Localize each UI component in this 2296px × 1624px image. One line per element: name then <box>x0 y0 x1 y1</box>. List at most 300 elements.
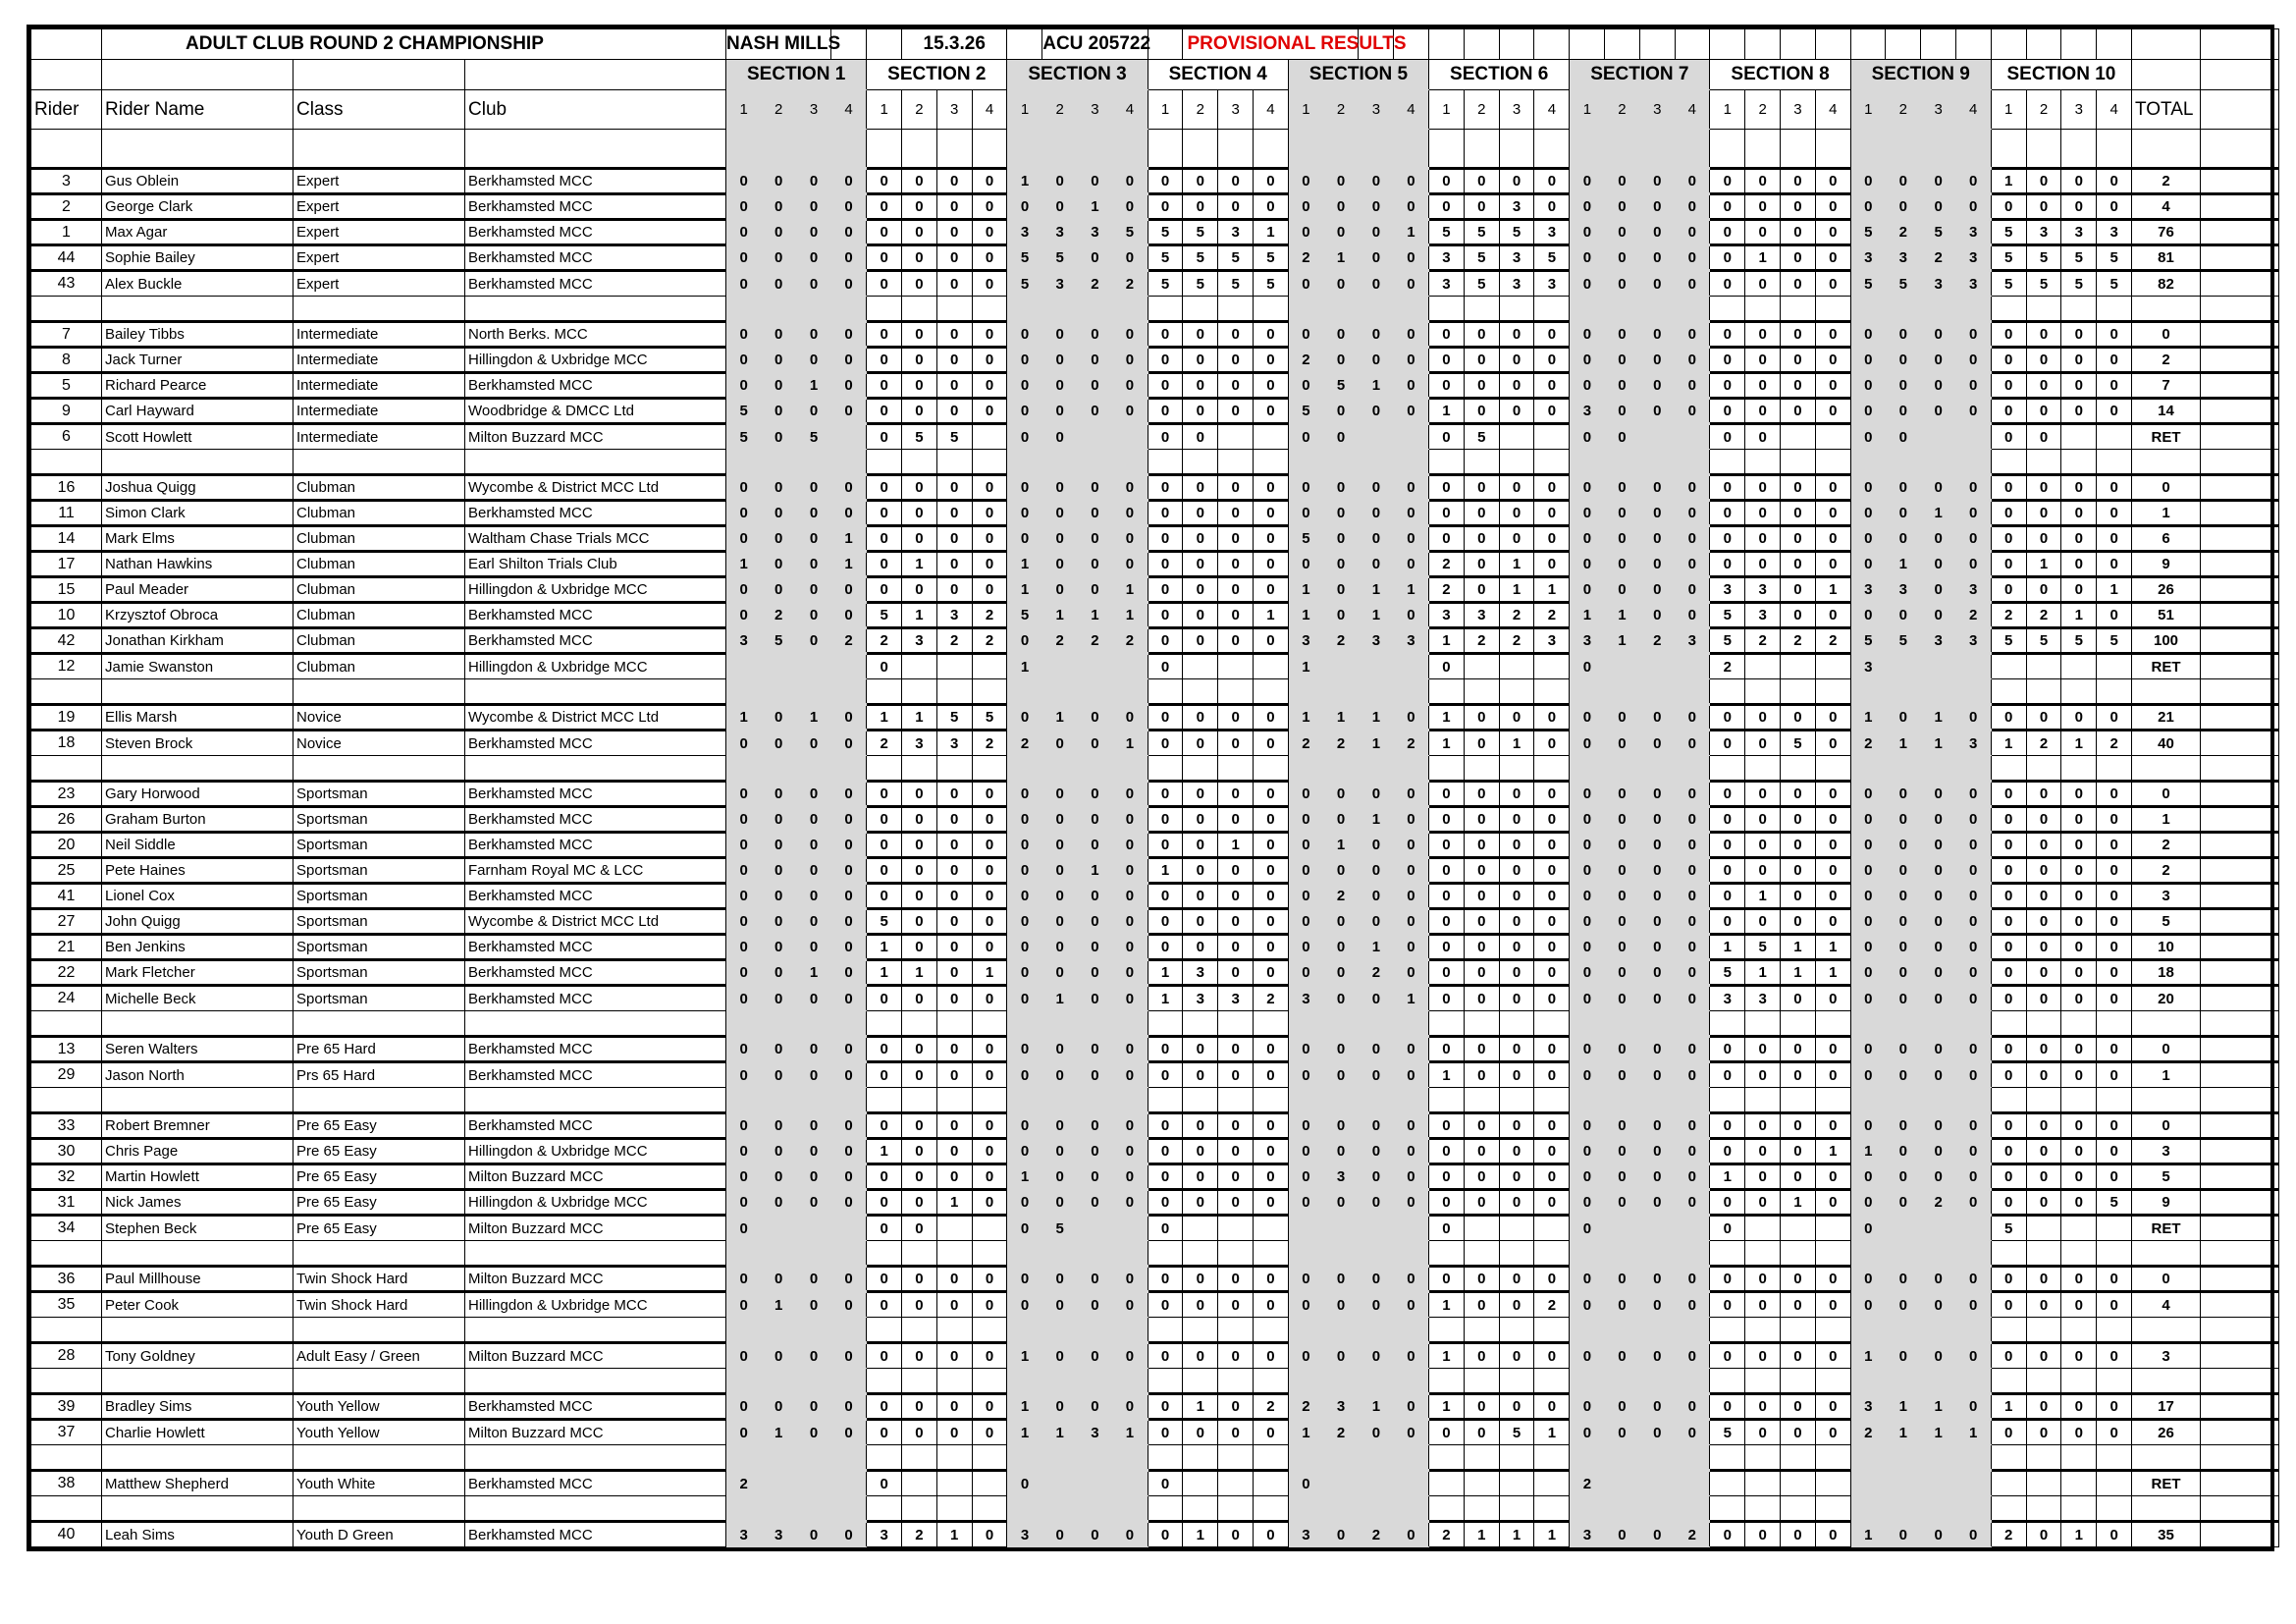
score-cell: 0 <box>1886 1522 1921 1547</box>
score-cell: 5 <box>936 424 972 450</box>
rider-number: 5 <box>31 373 102 399</box>
score-cell: 0 <box>1570 935 1605 960</box>
score-cell: 0 <box>1710 1190 1745 1216</box>
score-cell: 0 <box>1254 833 1289 858</box>
rider-number: 24 <box>31 986 102 1011</box>
score-cell: 0 <box>1148 169 1183 194</box>
score-cell: 3 <box>1042 220 1078 245</box>
score-cell: 0 <box>1148 705 1183 731</box>
empty-cell <box>1815 1318 1850 1343</box>
score-cell: 0 <box>1534 705 1570 731</box>
score-cell: 0 <box>936 782 972 807</box>
score-cell: 0 <box>761 526 796 552</box>
score-cell: 0 <box>761 1139 796 1164</box>
empty-cell <box>1323 1011 1359 1037</box>
score-cell: 0 <box>1745 322 1781 348</box>
empty-cell <box>2097 1088 2132 1113</box>
score-cell: 0 <box>1991 1113 2026 1139</box>
empty-cell <box>2201 756 2279 782</box>
score-cell: 0 <box>1921 348 1956 373</box>
score-cell: 0 <box>1078 1037 1113 1062</box>
score-cell: 0 <box>1745 1420 1781 1445</box>
score-cell: 5 <box>796 424 831 450</box>
empty-cell <box>1078 450 1113 475</box>
rider-club: Berkhamsted MCC <box>465 220 726 245</box>
score-cell: 1 <box>1850 705 1886 731</box>
empty-cell <box>294 297 465 322</box>
score-cell: 0 <box>1254 348 1289 373</box>
rider-name: Jack Turner <box>102 348 294 373</box>
empty-cell <box>1464 679 1499 705</box>
empty-cell <box>936 130 972 169</box>
score-cell: 0 <box>2061 807 2097 833</box>
score-cell: 0 <box>1359 1164 1394 1190</box>
score-cell: 0 <box>1850 1267 1886 1292</box>
score-cell: 3 <box>1956 245 1992 271</box>
rider-club: Berkhamsted MCC <box>465 501 726 526</box>
empty-cell <box>831 1496 867 1522</box>
empty-cell <box>831 1011 867 1037</box>
rider-name: Ellis Marsh <box>102 705 294 731</box>
rider-class: Sportsman <box>294 833 465 858</box>
rider-name: Paul Millhouse <box>102 1267 294 1292</box>
score-cell: 0 <box>1605 1164 1640 1190</box>
score-cell: 0 <box>1323 271 1359 297</box>
empty-cell <box>1781 29 1816 60</box>
score-cell: 0 <box>1499 322 1534 348</box>
empty-cell <box>1078 1011 1113 1037</box>
empty-cell <box>1464 450 1499 475</box>
score-cell: 3 <box>936 603 972 628</box>
score-cell: 0 <box>1991 1343 2026 1369</box>
empty-cell <box>1639 679 1675 705</box>
rider-row <box>31 169 2279 194</box>
rider-number: 27 <box>31 909 102 935</box>
rider-club: Hillingdon & Uxbridge MCC <box>465 654 726 679</box>
score-cell: 0 <box>1464 1292 1499 1318</box>
empty-cell <box>1850 1318 1886 1343</box>
score-cell: 1 <box>1359 577 1394 603</box>
score-cell: 0 <box>1288 833 1323 858</box>
score-cell: 0 <box>1288 858 1323 884</box>
score-cell <box>1956 1471 1992 1496</box>
score-cell: 0 <box>1042 884 1078 909</box>
empty-cell <box>1323 1445 1359 1471</box>
empty-cell <box>867 1241 902 1267</box>
score-cell: 0 <box>1183 322 1218 348</box>
score-cell: 1 <box>1921 1394 1956 1420</box>
score-cell: 1 <box>1710 1164 1745 1190</box>
score-cell <box>1394 1216 1429 1241</box>
score-cell: 3 <box>1183 986 1218 1011</box>
empty-cell <box>902 1011 937 1037</box>
rider-total: 26 <box>2132 1420 2201 1445</box>
empty-cell <box>1288 756 1323 782</box>
empty-cell <box>1745 1088 1781 1113</box>
spacer-row <box>31 1369 2279 1394</box>
rider-total: 0 <box>2132 1267 2201 1292</box>
score-cell: 0 <box>1745 705 1781 731</box>
score-cell: 1 <box>1042 705 1078 731</box>
empty-cell <box>1534 1369 1570 1394</box>
score-cell: 0 <box>1745 833 1781 858</box>
spacer-row <box>31 450 2279 475</box>
rider-total: 9 <box>2132 552 2201 577</box>
score-cell: 1 <box>1886 1394 1921 1420</box>
empty-cell <box>31 1496 102 1522</box>
rider-club: Milton Buzzard MCC <box>465 1420 726 1445</box>
score-cell: 3 <box>1078 1420 1113 1445</box>
score-cell: 0 <box>2097 169 2132 194</box>
score-cell: 0 <box>796 1394 831 1420</box>
score-cell: 0 <box>761 399 796 424</box>
score-cell: 0 <box>1394 1343 1429 1369</box>
score-cell: 0 <box>1042 348 1078 373</box>
score-cell: 0 <box>936 348 972 373</box>
score-cell: 0 <box>2061 960 2097 986</box>
lap-header: 1 <box>1991 90 2026 130</box>
score-cell: 0 <box>1605 960 1640 986</box>
empty-cell <box>1183 130 1218 169</box>
score-cell: 0 <box>1921 1113 1956 1139</box>
score-cell: 0 <box>1394 782 1429 807</box>
score-cell: 0 <box>867 348 902 373</box>
score-cell <box>1499 654 1534 679</box>
empty-cell <box>1112 1011 1148 1037</box>
score-cell: 3 <box>1710 986 1745 1011</box>
empty-cell <box>1078 130 1113 169</box>
score-cell <box>1112 1471 1148 1496</box>
score-cell: 0 <box>761 1164 796 1190</box>
empty-cell <box>31 130 102 169</box>
empty-cell <box>1745 679 1781 705</box>
empty-cell <box>1183 297 1218 322</box>
score-cell: 0 <box>1148 399 1183 424</box>
score-cell: 0 <box>1534 169 1570 194</box>
score-cell: 0 <box>972 1292 1007 1318</box>
score-cell: 1 <box>1499 552 1534 577</box>
score-cell: 0 <box>1639 1164 1675 1190</box>
score-cell: 0 <box>2061 399 2097 424</box>
rider-name: Gary Horwood <box>102 782 294 807</box>
empty-cell <box>726 1088 762 1113</box>
empty-cell <box>1499 1445 1534 1471</box>
score-cell: 0 <box>726 1216 762 1241</box>
score-cell: 0 <box>1112 1113 1148 1139</box>
empty-cell <box>1534 756 1570 782</box>
rider-number: 16 <box>31 475 102 501</box>
score-cell: 0 <box>902 909 937 935</box>
score-cell: 0 <box>1499 526 1534 552</box>
rider-row <box>31 1216 2279 1241</box>
score-cell: 0 <box>1639 1267 1675 1292</box>
rider-number: 26 <box>31 807 102 833</box>
score-cell: 0 <box>1499 935 1534 960</box>
score-cell: 0 <box>1710 552 1745 577</box>
score-cell: 0 <box>1429 424 1465 450</box>
score-cell: 0 <box>796 271 831 297</box>
score-cell: 0 <box>902 322 937 348</box>
empty-cell <box>867 679 902 705</box>
empty-cell <box>2061 1496 2097 1522</box>
empty-cell <box>1675 679 1710 705</box>
score-cell: 0 <box>1112 169 1148 194</box>
empty-cell <box>2061 1318 2097 1343</box>
empty-cell <box>1815 1369 1850 1394</box>
score-cell: 0 <box>1710 1216 1745 1241</box>
empty-cell <box>102 1369 294 1394</box>
score-cell: 0 <box>1323 577 1359 603</box>
empty-cell <box>465 60 726 90</box>
rider-row <box>31 986 2279 1011</box>
score-cell: 2 <box>1254 986 1289 1011</box>
score-cell: 0 <box>1605 935 1640 960</box>
empty-cell <box>1570 1241 1605 1267</box>
empty-cell <box>1499 1369 1534 1394</box>
score-cell <box>1639 1216 1675 1241</box>
rider-total: 51 <box>2132 603 2201 628</box>
score-cell: 0 <box>796 1164 831 1190</box>
score-cell: 5 <box>1218 245 1254 271</box>
score-cell: 1 <box>1499 1522 1534 1547</box>
score-cell: 0 <box>902 373 937 399</box>
score-cell: 0 <box>1745 194 1781 220</box>
score-cell: 1 <box>761 1292 796 1318</box>
score-cell: 2 <box>1745 628 1781 654</box>
lap-header: 1 <box>1710 90 1745 130</box>
empty-cell <box>2097 1241 2132 1267</box>
score-cell: 1 <box>1007 552 1042 577</box>
empty-cell <box>2201 1088 2279 1113</box>
score-cell: 0 <box>936 858 972 884</box>
score-cell <box>1675 654 1710 679</box>
score-cell: 0 <box>1605 1420 1640 1445</box>
empty-cell <box>1815 1088 1850 1113</box>
empty-cell <box>761 756 796 782</box>
score-cell <box>1042 654 1078 679</box>
score-cell: 3 <box>936 731 972 756</box>
score-cell: 0 <box>1956 833 1992 858</box>
score-cell: 0 <box>726 1394 762 1420</box>
score-cell: 3 <box>1850 245 1886 271</box>
score-cell: 0 <box>867 552 902 577</box>
score-cell: 0 <box>2061 935 2097 960</box>
score-cell: 0 <box>1218 1062 1254 1088</box>
empty-cell <box>902 1445 937 1471</box>
score-cell: 0 <box>796 807 831 833</box>
score-cell: 0 <box>936 1113 972 1139</box>
score-cell: 0 <box>796 628 831 654</box>
empty-cell <box>1254 679 1289 705</box>
score-cell: 1 <box>1394 220 1429 245</box>
score-cell: 0 <box>1359 1420 1394 1445</box>
rider-name: Carl Hayward <box>102 399 294 424</box>
empty-cell <box>2061 1241 2097 1267</box>
score-cell: 0 <box>1921 858 1956 884</box>
score-cell: 0 <box>1781 705 1816 731</box>
empty-cell <box>102 1088 294 1113</box>
empty-cell <box>102 297 294 322</box>
rider-total: 14 <box>2132 399 2201 424</box>
rider-number: 23 <box>31 782 102 807</box>
score-cell: 0 <box>831 1420 867 1445</box>
empty-cell <box>31 1241 102 1267</box>
score-cell: 5 <box>2026 245 2061 271</box>
rider-name: Chris Page <box>102 1139 294 1164</box>
score-cell <box>972 1471 1007 1496</box>
empty-cell <box>1499 450 1534 475</box>
score-cell: 0 <box>1042 1037 1078 1062</box>
empty-cell <box>2026 1496 2061 1522</box>
score-cell: 0 <box>972 169 1007 194</box>
empty-cell <box>2097 29 2132 60</box>
score-cell: 0 <box>1288 1471 1323 1496</box>
score-cell: 0 <box>796 1139 831 1164</box>
empty-cell <box>831 450 867 475</box>
rider-row <box>31 909 2279 935</box>
empty-cell <box>1956 1369 1992 1394</box>
empty-cell <box>1921 679 1956 705</box>
score-cell: 0 <box>1183 169 1218 194</box>
empty-cell <box>2026 1318 2061 1343</box>
rider-row <box>31 271 2279 297</box>
rider-name: Alex Buckle <box>102 271 294 297</box>
score-cell: 0 <box>1605 884 1640 909</box>
score-cell: 0 <box>1464 169 1499 194</box>
score-cell: 0 <box>1781 1522 1816 1547</box>
score-cell: 0 <box>936 1062 972 1088</box>
score-cell: 0 <box>761 960 796 986</box>
score-cell <box>1781 424 1816 450</box>
spacer-row <box>31 1496 2279 1522</box>
score-cell: 0 <box>1218 1164 1254 1190</box>
score-cell: 0 <box>867 475 902 501</box>
rider-class: Intermediate <box>294 424 465 450</box>
score-cell: 2 <box>936 628 972 654</box>
score-cell: 0 <box>867 833 902 858</box>
score-cell: 0 <box>1991 577 2026 603</box>
score-cell: 1 <box>1078 603 1113 628</box>
score-cell: 0 <box>1886 782 1921 807</box>
score-cell: 0 <box>726 220 762 245</box>
empty-cell <box>1605 1496 1640 1522</box>
score-cell <box>1956 1216 1992 1241</box>
rider-total: 1 <box>2132 807 2201 833</box>
score-cell: 0 <box>2097 552 2132 577</box>
section-header: SECTION 1 <box>726 60 867 90</box>
score-cell: 0 <box>726 194 762 220</box>
score-cell: 0 <box>726 1062 762 1088</box>
score-cell: 1 <box>1288 654 1323 679</box>
score-cell: 0 <box>726 1343 762 1369</box>
score-cell: 0 <box>1112 399 1148 424</box>
score-cell: 2 <box>2097 731 2132 756</box>
empty-cell <box>936 756 972 782</box>
score-cell: 2 <box>1850 1420 1886 1445</box>
score-cell: 1 <box>1007 1343 1042 1369</box>
score-cell: 0 <box>2097 1062 2132 1088</box>
empty-cell <box>2097 1011 2132 1037</box>
score-cell: 5 <box>1464 424 1499 450</box>
score-cell: 0 <box>1886 1062 1921 1088</box>
score-cell: 0 <box>972 245 1007 271</box>
score-cell <box>1534 1216 1570 1241</box>
spacer-row <box>31 1088 2279 1113</box>
score-cell: 0 <box>867 1190 902 1216</box>
score-cell: 0 <box>1886 373 1921 399</box>
score-cell: 0 <box>1429 986 1465 1011</box>
empty-cell <box>1781 297 1816 322</box>
empty-cell <box>1288 297 1323 322</box>
score-cell: 0 <box>867 1343 902 1369</box>
score-cell: 0 <box>1007 1471 1042 1496</box>
score-cell: 0 <box>1956 884 1992 909</box>
score-cell: 0 <box>1886 1343 1921 1369</box>
score-cell: 0 <box>1710 833 1745 858</box>
score-cell: 0 <box>761 1062 796 1088</box>
score-cell: 0 <box>1745 220 1781 245</box>
rider-total: 3 <box>2132 1343 2201 1369</box>
score-cell: 0 <box>1534 1267 1570 1292</box>
score-cell: 0 <box>1394 960 1429 986</box>
score-cell: 0 <box>1464 782 1499 807</box>
score-cell <box>1781 1216 1816 1241</box>
score-cell: 0 <box>1921 782 1956 807</box>
score-cell: 0 <box>1781 1037 1816 1062</box>
score-cell: 5 <box>1464 271 1499 297</box>
score-cell: 0 <box>1605 399 1640 424</box>
empty-cell <box>1254 1318 1289 1343</box>
rider-class: Clubman <box>294 552 465 577</box>
score-cell: 5 <box>1710 960 1745 986</box>
score-cell: 1 <box>1534 1522 1570 1547</box>
score-cell: 0 <box>2097 501 2132 526</box>
empty-cell <box>761 1088 796 1113</box>
empty-cell <box>1042 1445 1078 1471</box>
score-cell: 0 <box>1323 858 1359 884</box>
score-cell: 1 <box>1745 960 1781 986</box>
empty-cell <box>1991 756 2026 782</box>
score-cell: 1 <box>1183 1394 1218 1420</box>
empty-cell <box>1781 756 1816 782</box>
score-cell: 0 <box>1850 348 1886 373</box>
spacer-row <box>31 679 2279 705</box>
empty-cell <box>1218 679 1254 705</box>
score-cell: 0 <box>1710 399 1745 424</box>
empty-cell <box>1359 1318 1394 1343</box>
rider-row <box>31 1292 2279 1318</box>
empty-cell <box>1148 1369 1183 1394</box>
empty-cell <box>1991 1318 2026 1343</box>
score-cell: 0 <box>867 220 902 245</box>
score-cell: 0 <box>2097 807 2132 833</box>
empty-cell <box>2201 1113 2279 1139</box>
score-cell: 0 <box>1815 1522 1850 1547</box>
score-cell: 0 <box>1394 1522 1429 1547</box>
lap-header: 3 <box>796 90 831 130</box>
section-header: SECTION 7 <box>1570 60 1710 90</box>
rider-number: 19 <box>31 705 102 731</box>
score-cell: 0 <box>1605 1343 1640 1369</box>
score-cell: 1 <box>936 1522 972 1547</box>
empty-cell <box>31 1318 102 1343</box>
score-cell: 0 <box>1675 322 1710 348</box>
empty-cell <box>1639 450 1675 475</box>
empty-cell <box>1218 130 1254 169</box>
empty-cell <box>1921 297 1956 322</box>
score-cell: 0 <box>761 1190 796 1216</box>
empty-cell <box>972 1445 1007 1471</box>
